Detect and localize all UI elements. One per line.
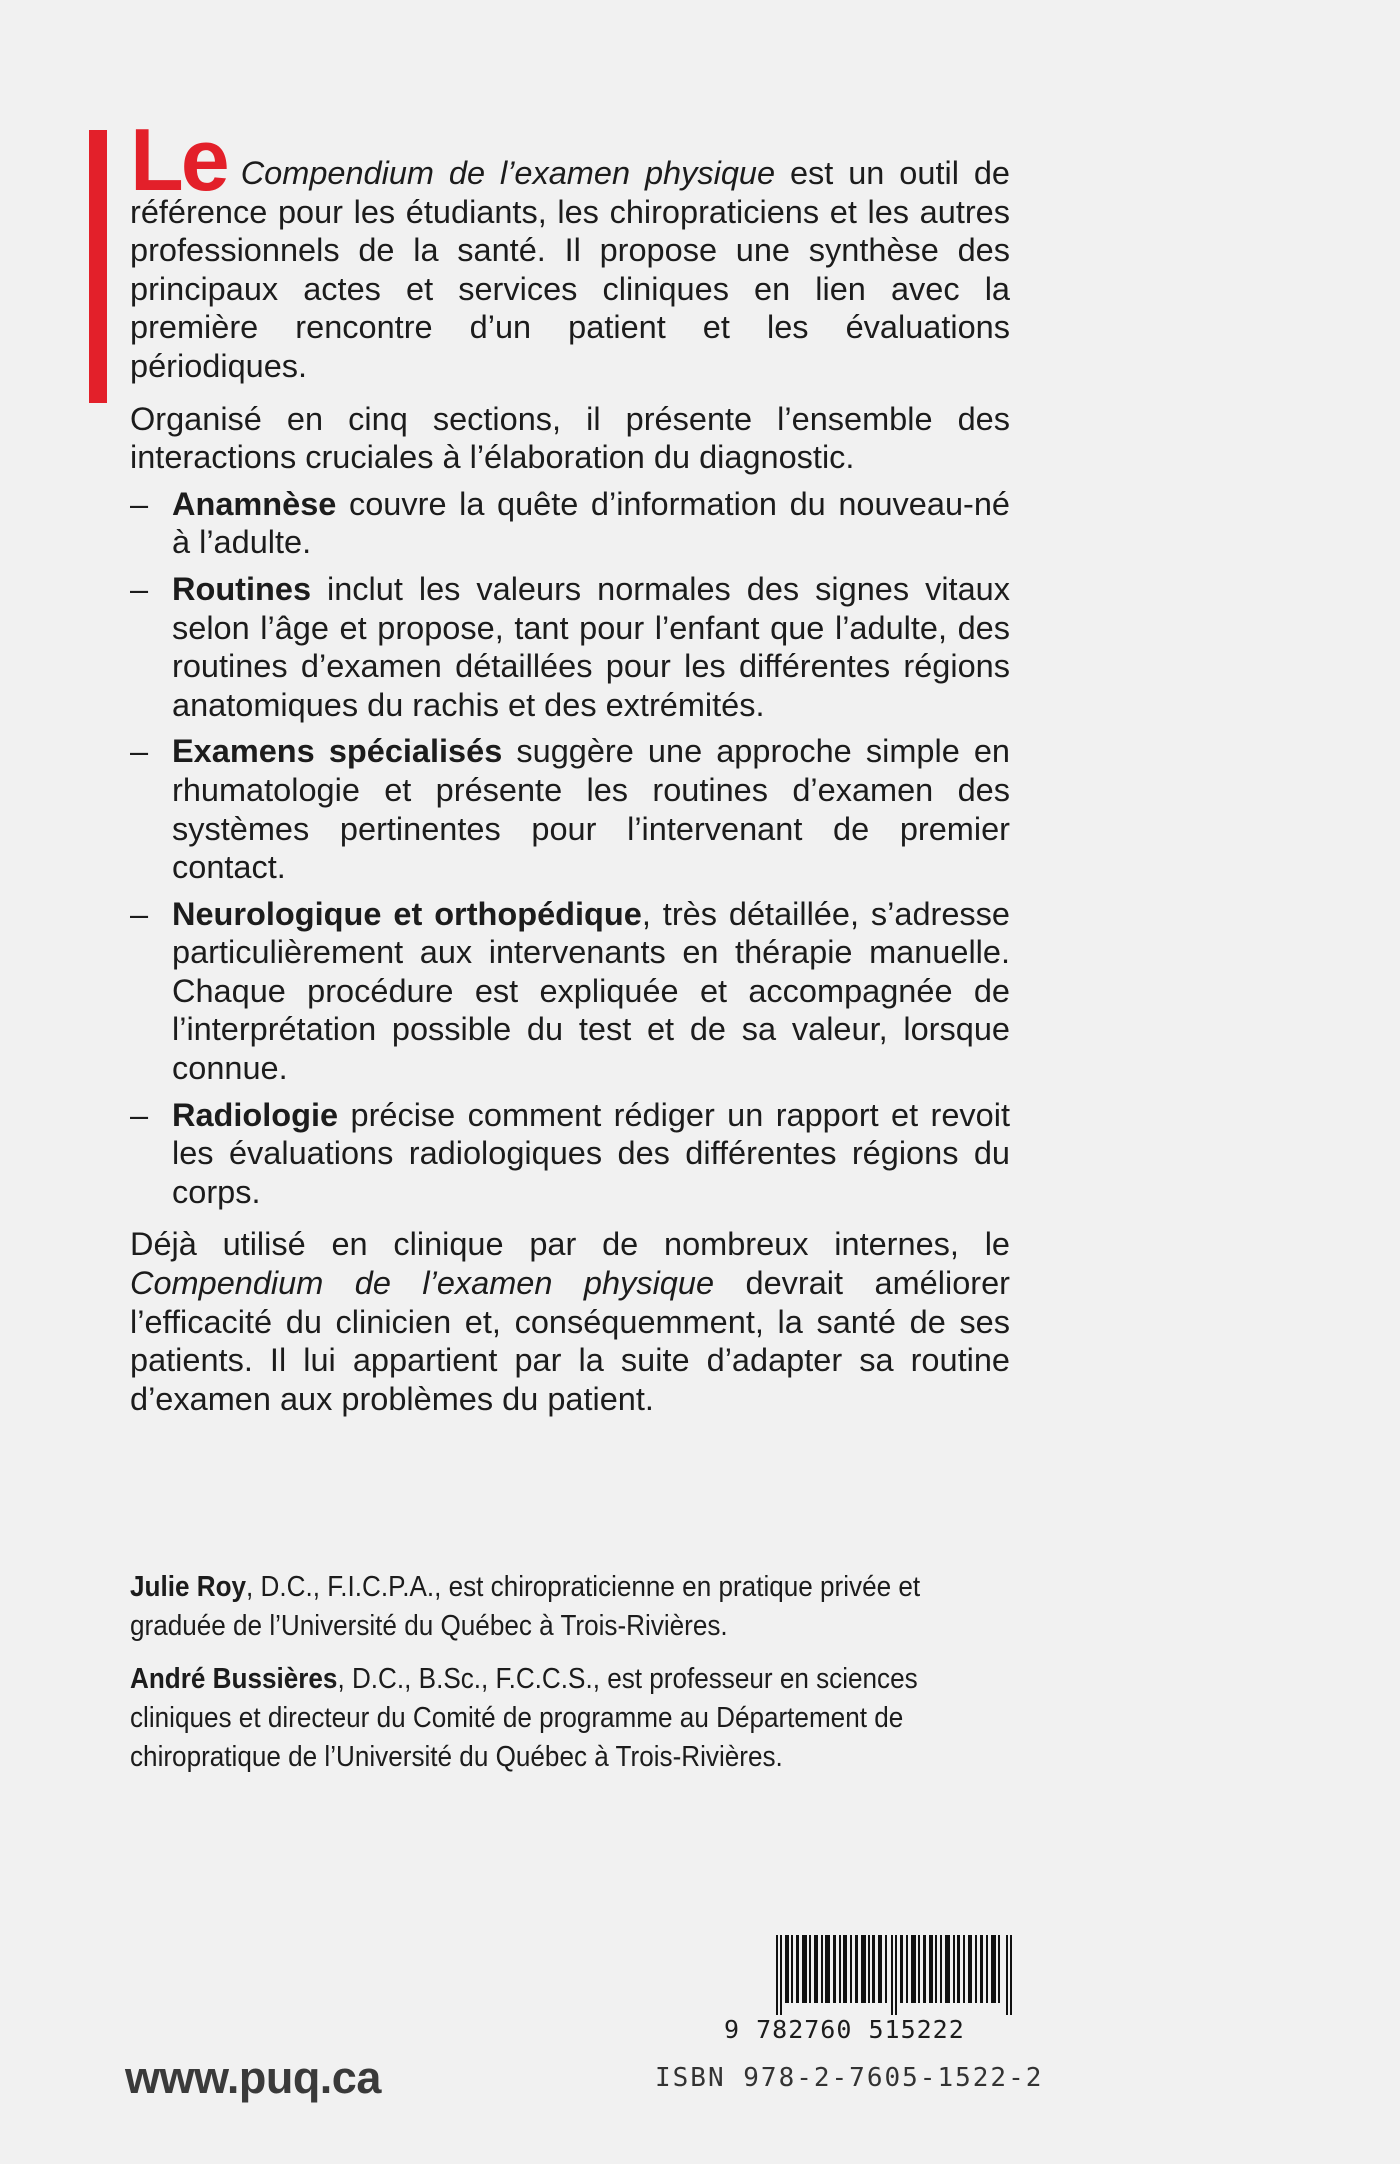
section-title: Neurologique et orthopédique [172, 895, 642, 932]
list-item [130, 895, 1010, 1088]
author-bio [130, 1660, 940, 1777]
book-title-italic: Compendium de l’examen physique [240, 155, 776, 191]
section-text: , très détaillée, s’adresse particulièrement aux intervenants en thérapie manuelle. Chaque procédure est expliquée et accompagnée de l’interprétation possible du test et de sa valeur, lorsque connue. [172, 895, 1011, 1087]
barcode-number: 9 782760 515222 [724, 2015, 965, 2044]
list-item [130, 485, 1010, 562]
section-title: Anamnèse [172, 485, 337, 522]
book-title-italic: Compendium de l’examen physique [130, 1265, 715, 1302]
intro-text: est un outil de référence pour les étudiants, les chiropraticiens et les autres professionnels de la santé. Il propose une synthèse des principaux actes et services cliniques en lien avec la première rencontre d’un patient et les évaluations périodiques. [130, 155, 1010, 384]
intro-paragraph [130, 110, 1010, 386]
section-title: Examens spécialisés [172, 733, 503, 770]
barcode [724, 1935, 1024, 2051]
authors-block [130, 1568, 940, 1791]
author-name: André Bussières [130, 1663, 338, 1695]
section-text: inclut les valeurs normales des signes vitaux selon l’âge et propose, tant pour l’enfant que l’adulte, des routines d’examen détaillées pour les différentes régions anatomiques du rachis et des extrémités. [172, 570, 1010, 723]
section-title: Radiologie [172, 1096, 339, 1133]
list-item [130, 732, 1010, 886]
accent-bar [89, 130, 107, 403]
section-title: Routines [172, 570, 312, 607]
section-text: suggère une approche simple en rhumatologie et présente les routines d’examen des systèmes pertinentes pour l’intervenant de premier contact. [172, 733, 1011, 886]
list-dash: – [130, 733, 149, 770]
drop-cap: Le [130, 110, 227, 209]
author-name: Julie Roy [130, 1571, 247, 1603]
list-dash: – [130, 1096, 149, 1133]
section-text: couvre la quête d’information du nouveau-né à l’adulte. [172, 485, 1010, 561]
conclusion-text: Déjà utilisé en clinique par de nombreux internes, le [130, 1226, 1010, 1263]
isbn-text: ISBN 978-2-7605-1522-2 [655, 2063, 1044, 2093]
author-credentials: , D.C., B.Sc., F.C.C.S., est professeur en sciences cliniques et directeur du Comité de programme au Département de chiropratique de l’Université du Québec à Trois-Rivières. [130, 1663, 918, 1773]
author-bio [130, 1568, 940, 1646]
barcode-bars [776, 1935, 1014, 2015]
list-dash: – [130, 485, 149, 522]
conclusion-text: devrait améliorer l’efficacité du clinicien et, conséquemment, la santé de ses patients. Il lui appartient par la suite d’adapter sa routine d’examen aux problèmes du patient. [130, 1265, 1010, 1417]
list-item [130, 1096, 1010, 1212]
list-dash: – [130, 895, 149, 932]
section-text: précise comment rédiger un rapport et revoit les évaluations radiologiques des différentes régions du corps. [172, 1096, 1010, 1210]
publisher-website[interactable]: www.puq.ca [125, 2052, 381, 2103]
list-item [130, 570, 1010, 724]
organisation-paragraph: Organisé en cinq sections, il présente l’ensemble des interactions cruciales à l’élaboration du diagnostic. [130, 400, 1010, 476]
author-credentials: , D.C., F.I.C.P.A., est chiropraticienne en pratique privée et graduée de l’Université du Québec à Trois-Rivières. [130, 1571, 921, 1642]
description-block [130, 110, 1011, 1418]
list-dash: – [130, 570, 149, 607]
sections-list [130, 485, 1010, 1212]
conclusion-paragraph [130, 1225, 1010, 1418]
